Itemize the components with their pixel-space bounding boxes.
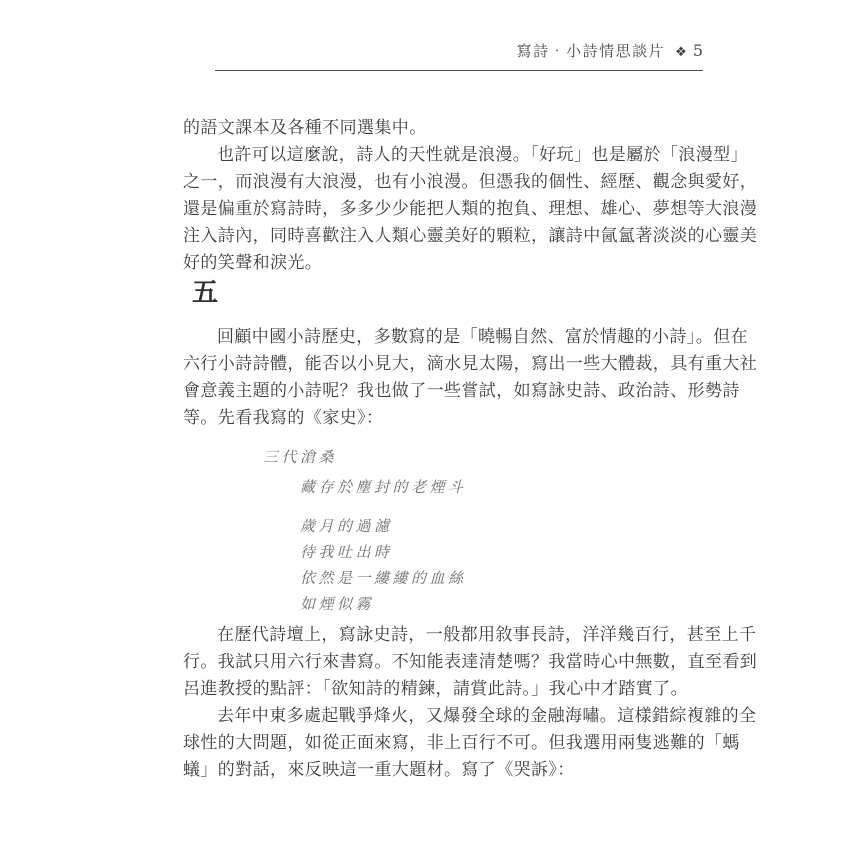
poem-body — [300, 474, 467, 617]
text-line: 去年中東多處起戰爭烽火，又爆發全球的金融海嘯。這樣錯綜複雜的全 — [217, 706, 757, 726]
text-line: 球性的大問題，如從正面來寫，非上百行不可。但我選用兩隻逃難的「螞 — [183, 733, 740, 753]
poem-line: 待我吐出時 — [300, 543, 393, 561]
running-head-title: 寫詩‧小詩情思談片 — [516, 42, 666, 60]
poem-first-line: 三代滄桑 — [263, 448, 338, 466]
paragraph-5 — [183, 703, 757, 784]
text-line: 等。先看我寫的《家史》： — [183, 408, 384, 428]
paragraph-4 — [183, 622, 758, 703]
running-head — [215, 40, 703, 71]
text-line: 會意義主題的小詩呢？我也做了一些嘗試，如寫詠史詩、政治詩、形勢詩 — [183, 381, 740, 401]
text-line: 也許可以這麼說，詩人的天性就是浪漫。「好玩」也是屬於「浪漫型」 — [217, 145, 748, 165]
poem-line: 歲月的過濾 — [300, 517, 393, 535]
text-line: 還是偏重於寫詩時，多多少少能把人類的抱負、理想、雄心、夢想等大浪漫 — [183, 199, 758, 219]
text-line: 回顧中國小詩歷史，多數寫的是「曉暢自然、富於情趣的小詩」。但在 — [217, 327, 748, 347]
page-number: 5 — [692, 41, 703, 60]
text-line: 的語文課本及各種不同選集中。 — [183, 118, 427, 138]
stanza-gap — [300, 500, 467, 513]
paragraph-1 — [183, 115, 695, 142]
text-line: 注入詩內，同時喜歡注入人類心靈美好的顆粒，讓詩中氤氳著淡淡的心靈美 — [183, 226, 758, 246]
text-line: 在歷代詩壇上，寫詠史詩，一般都用敘事長詩，洋洋幾百行，甚至上千 — [217, 625, 757, 645]
paragraph-3 — [183, 324, 758, 432]
text-line: 好的笑聲和淚光。 — [183, 253, 323, 273]
poem-line: 如煙似霧 — [300, 595, 375, 613]
diamond-ornament-icon: ❖ — [675, 45, 687, 60]
text-line: 蟻」的對話，來反映這一重大題材。寫了《哭訴》： — [183, 760, 575, 780]
poem-line: 依然是一縷縷的血絲 — [300, 569, 467, 587]
poem-jiashi — [263, 444, 467, 617]
poem-line: 藏存於塵封的老煙斗 — [300, 478, 467, 496]
text-line: 六行小詩詩體，能否以小見大，滴水見太陽，寫出一些大體裁，具有重大社 — [183, 354, 758, 374]
text-line: 之一，而浪漫有大浪漫，也有小浪漫。但憑我的個性、經歷、觀念與愛好， — [183, 172, 758, 192]
paragraph-2 — [183, 142, 758, 277]
text-line: 呂進教授的點評：「欲知詩的精鍊，請賞此詩。」我心中才踏實了。 — [183, 679, 688, 699]
text-line: 行。我試只用六行來書寫。不知能表達清楚嗎？我當時心中無數，直至看到 — [183, 652, 758, 672]
section-heading: 五 — [192, 278, 221, 308]
